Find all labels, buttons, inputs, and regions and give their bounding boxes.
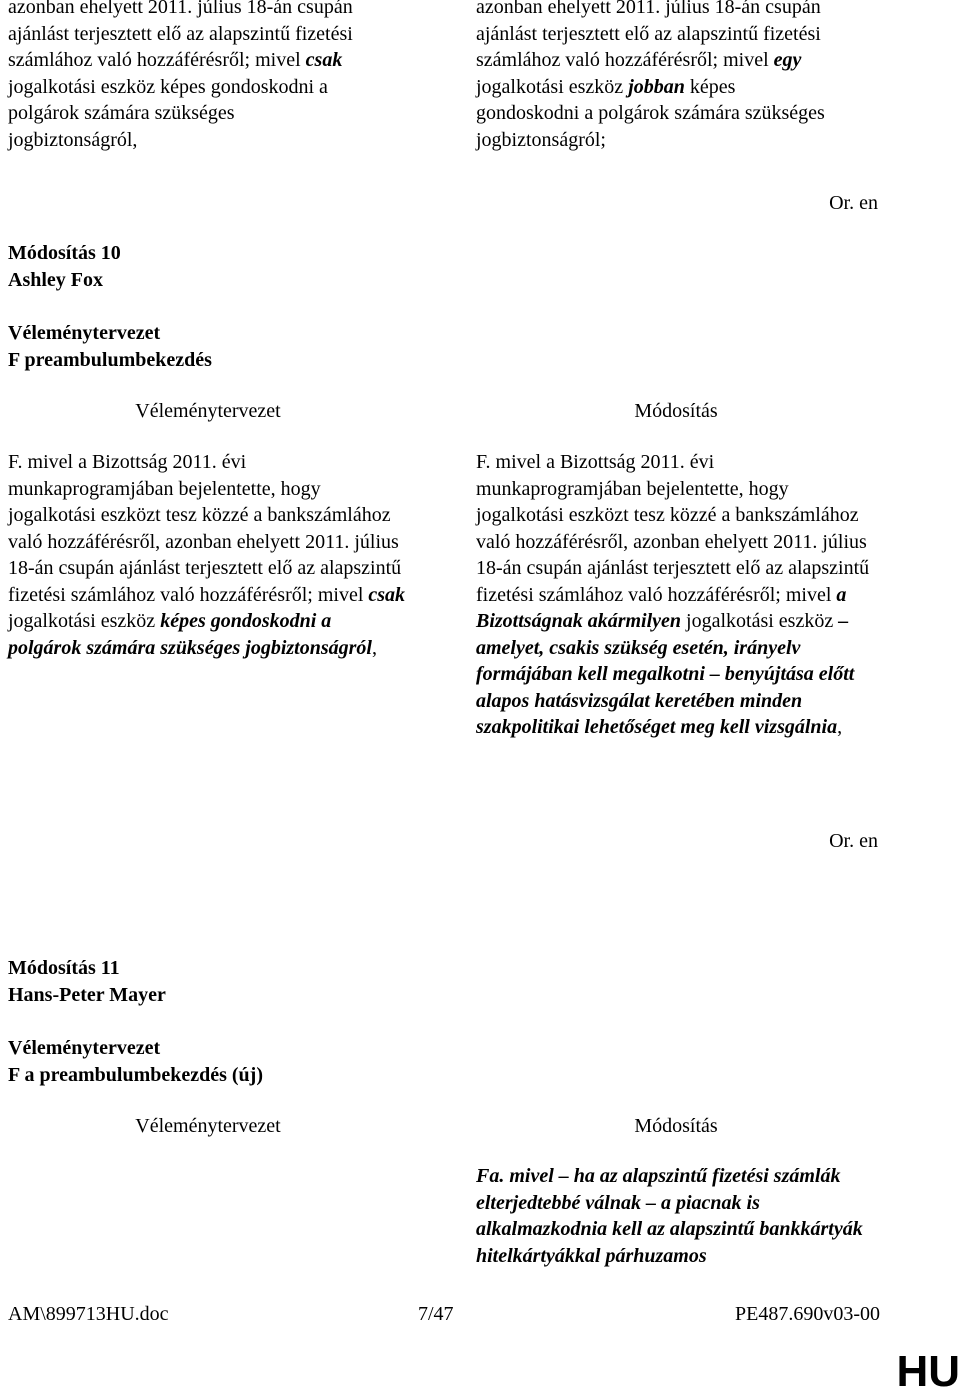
emphasis: jobban xyxy=(628,75,685,98)
draft-label: Véleménytervezet xyxy=(8,322,161,344)
text-line: gondoskodni a polgárok számára szükséges xyxy=(476,102,825,124)
amendment-author: Ashley Fox xyxy=(8,269,103,291)
text-line: ajánlást terjesztett elő az alapszintű fizetési xyxy=(476,22,821,45)
column-head-draft: Véleménytervezet xyxy=(135,1115,281,1137)
amendment-author: Hans-Peter Mayer xyxy=(8,984,166,1006)
emphasis: egy xyxy=(773,49,802,71)
amendment-10-draft-text: F. mivel a Bizottság 2011. évi munkaprogramjában bejelentette, hogy jogalkotási eszközt tesz közzé a bankszámlához való hozzáférésről, azonban ehelyett 2011. július 18-án csupán ajánlást terjesztett elő az alapszintű fizetési számlához való hozzáférésről; mivel csak jogalkotási eszköz képes gondoskodni a polgárok számára szükséges jogbiztonságról, xyxy=(8,451,406,659)
text-line: jogalkotási eszköz képes gondoskodni a xyxy=(8,75,328,98)
top-right-text xyxy=(476,0,876,153)
text-line: számlához való hozzáférésről; mivel xyxy=(8,49,306,71)
amendment-11-amended-text xyxy=(476,1163,876,1269)
emphasis: a Bizottságnak akármilyen xyxy=(476,583,847,632)
text-line: képes xyxy=(684,75,736,98)
language-code: HU xyxy=(896,1347,960,1396)
original-language-label: Or. en xyxy=(829,830,878,852)
amendment-number: Módosítás 10 xyxy=(8,242,121,264)
column-head-amendment: Módosítás xyxy=(634,400,718,422)
column-head-draft: Véleménytervezet xyxy=(135,400,281,422)
text-line: számlához való hozzáférésről; mivel xyxy=(476,49,774,71)
text-line: jogalkotási eszköz xyxy=(476,75,629,98)
amendment-10-amended-text: F. mivel a Bizottság 2011. évi munkaprogramjában bejelentette, hogy jogalkotási eszközt tesz közzé a bankszámlához való hozzáférésről, azonban ehelyett 2011. július 18-án csupán ajánlást terjesztett elő az alapszintű fizetési számlához való hozzáférésről; mivel a Bizottságnak akármilyen jogalkotási eszköz – amelyet, csakis szükség esetén, irányelv formájában kell megalkotni – benyújtása előtt alapos hatásvizsgálat keretében minden szakpolitikai lehetőséget meg kell vizsgálnia, xyxy=(476,451,870,738)
top-left-text xyxy=(8,0,408,153)
text-line: polgárok számára szükséges xyxy=(8,102,235,124)
draft-label: Véleménytervezet xyxy=(8,1037,161,1059)
text-line: jogbiztonságról, xyxy=(8,128,138,151)
amendment-reference: F preambulumbekezdés xyxy=(8,349,212,371)
amendment-number: Módosítás 11 xyxy=(8,957,120,979)
amendment-11-header xyxy=(8,955,263,1089)
emphasis: Fa. mivel – ha az alapszintű fizetési számlák elterjedtebbé válnak – a piacnak is alkalmazkodnia kell az alapszintű bankkártyák hitelkártyákkal párhuzamos xyxy=(476,1165,863,1267)
emphasis: csak xyxy=(305,49,343,71)
text-line: azonban ehelyett 2011. július 18-án csupán xyxy=(8,0,353,18)
emphasis: képes gondoskodni a polgárok számára szükséges jogbiztonságról xyxy=(8,610,372,659)
page-number: 7/47 xyxy=(418,1303,454,1325)
pe-reference: PE487.690v03-00 xyxy=(735,1303,880,1325)
text-line: azonban ehelyett 2011. július 18-án csupán xyxy=(476,0,821,18)
column-head-amendment: Módosítás xyxy=(634,1115,718,1137)
amendment-10-header xyxy=(8,240,212,374)
text-line: jogbiztonságról; xyxy=(476,128,606,151)
emphasis: – amelyet, csakis szükség esetén, irányelv formájában kell megalkotni – benyújtása előtt alapos hatásvizsgálat keretében minden szakpolitikai lehetőséget meg kell vizsgálnia xyxy=(476,610,855,738)
text-line: ajánlást terjesztett elő az alapszintű fizetési xyxy=(8,22,353,45)
original-language-label: Or. en xyxy=(829,192,878,214)
document-reference: AM\899713HU.doc xyxy=(8,1303,169,1325)
amendment-reference: F a preambulumbekezdés (új) xyxy=(8,1064,263,1086)
emphasis: csak xyxy=(368,583,406,606)
